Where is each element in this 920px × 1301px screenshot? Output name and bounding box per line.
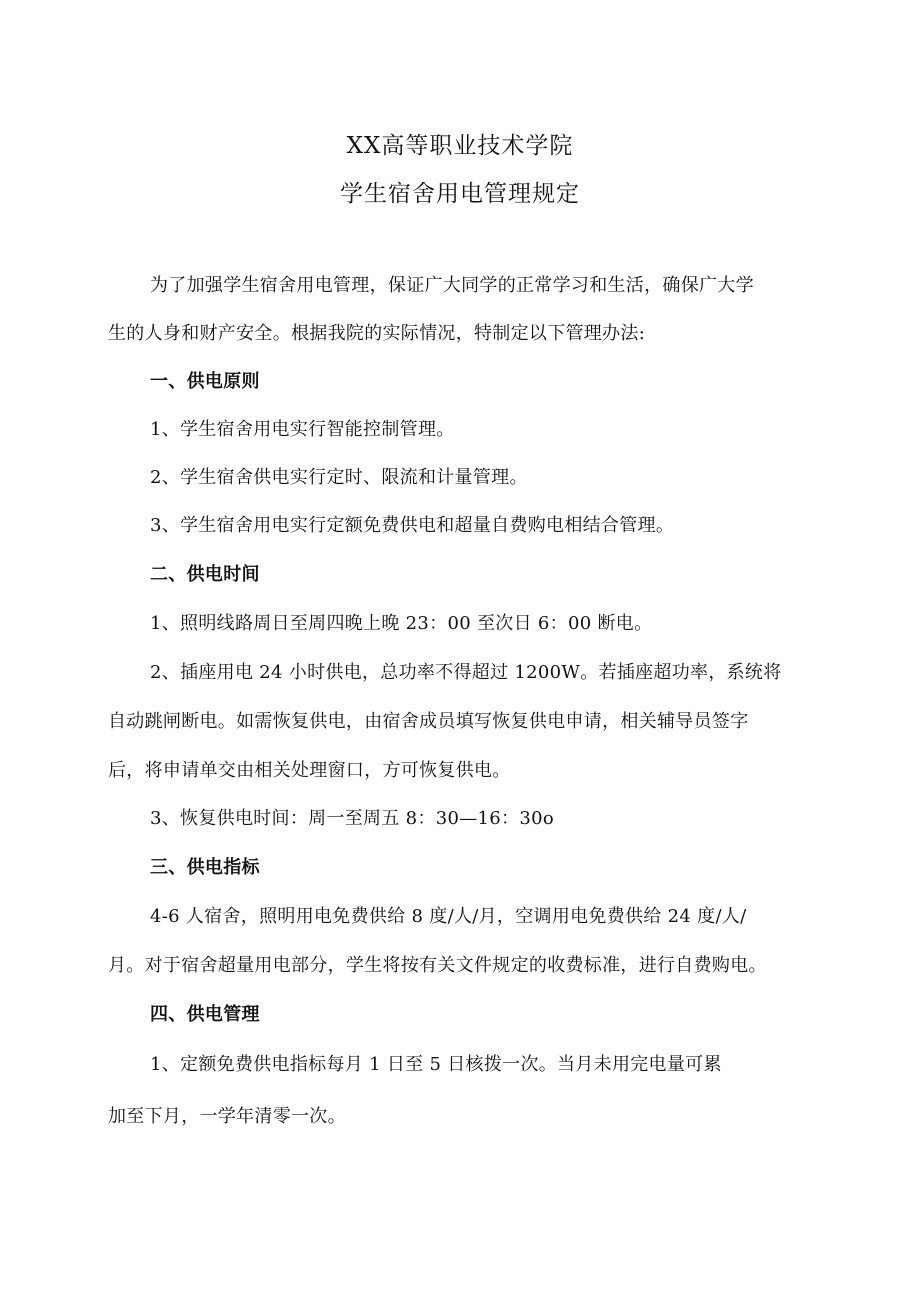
principles-item-1: 1、学生宿舍用电实行智能控制管理。 <box>150 419 455 440</box>
management-item-1-line-1: 1、定额免费供电指标每月 1 日至 5 日核拨一次。当月未用完电量可累 <box>150 1054 722 1075</box>
time-item-1: 1、照明线路周日至周四晚上晚 23：00 至次日 6：00 断电。 <box>150 613 653 634</box>
section-heading-time: 二、供电时间 <box>150 564 260 585</box>
management-item-1-line-2: 加至下月，一学年清零一次。 <box>108 1106 346 1127</box>
time-item-2-line-1: 2、插座用电 24 小时供电，总功率不得超过 1200W。若插座超功率，系统将 <box>150 662 782 683</box>
section-heading-quota: 三、供电指标 <box>150 857 260 878</box>
principles-item-3: 3、学生宿舍用电实行定额免费供电和超量自费购电相结合管理。 <box>150 515 675 536</box>
time-item-2-line-2: 自动跳闸断电。如需恢复供电，由宿舍成员填写恢复供电申请，相关辅导员签字 <box>108 711 749 732</box>
intro-line-1: 为了加强学生宿舍用电管理，保证广大同学的正常学习和生活，确保广大学 <box>150 275 754 296</box>
quota-para-line-2: 月。对于宿舍超量用电部分，学生将按有关文件规定的收费标准，进行自费购电。 <box>108 955 767 976</box>
intro-line-2: 生的人身和财产安全。根据我院的实际情况，特制定以下管理办法: <box>108 323 646 344</box>
document-title-regulation: 学生宿舍用电管理规定 <box>340 181 580 207</box>
quota-para-line-1: 4-6 人宿舍，照明用电免费供给 8 度/人/月，空调用电免费供给 24 度/人/ <box>150 906 747 927</box>
time-item-3: 3、恢复供电时间：周一至周五 8：30—16：30o <box>150 808 554 829</box>
principles-item-2: 2、学生宿舍供电实行定时、限流和计量管理。 <box>150 467 528 488</box>
section-heading-management: 四、供电管理 <box>150 1004 260 1025</box>
time-item-2-line-3: 后，将申请单交由相关处理窗口，方可恢复供电。 <box>108 760 511 781</box>
document-title-school: XX高等职业技术学院 <box>346 133 574 159</box>
section-heading-principles: 一、供电原则 <box>150 371 260 392</box>
